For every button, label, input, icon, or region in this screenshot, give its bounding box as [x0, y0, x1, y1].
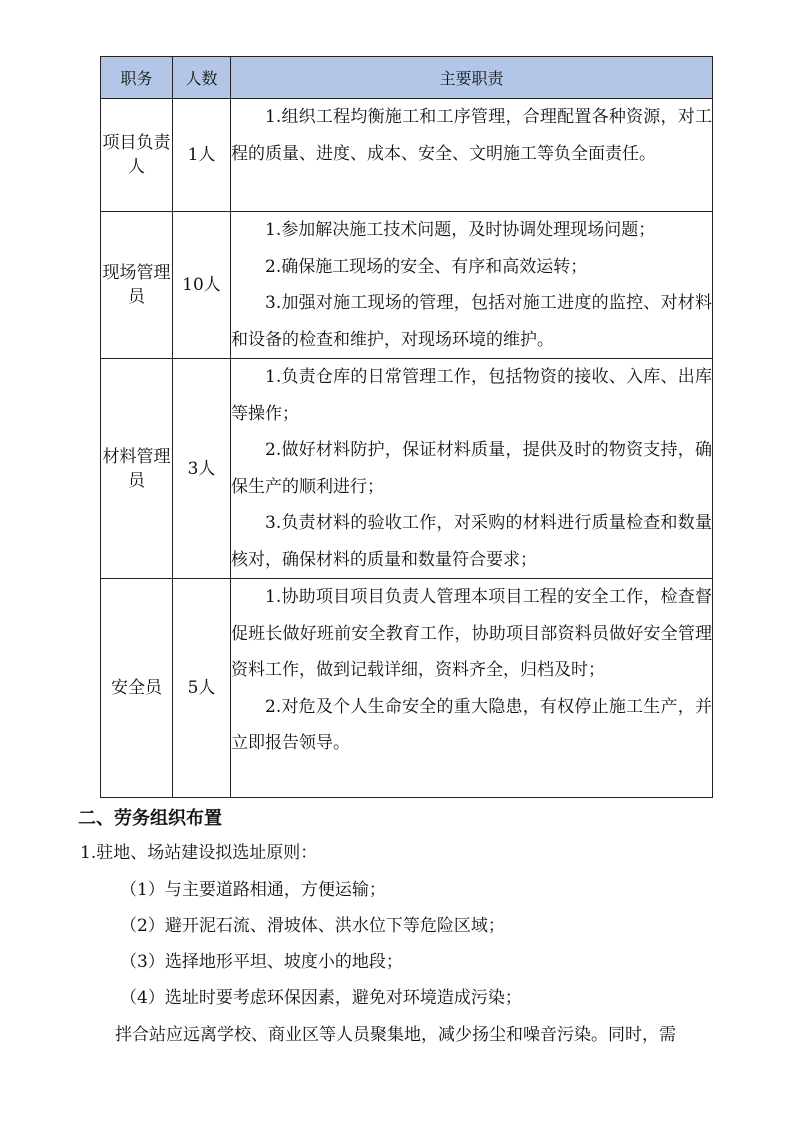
- table-row: [101, 212, 713, 359]
- table-header-row: [101, 57, 713, 99]
- duty-item: 3.负责材料的验收工作，对采购的材料进行质量检查和数量核对，确保材料的质量和数量符合要求；: [231, 513, 712, 570]
- role-cell: 项目负责人: [101, 99, 173, 212]
- list-item: （4）选址时要考虑环保因素，避免对环境造成污染；: [120, 988, 522, 1008]
- header-role: 职务: [101, 57, 173, 99]
- count-cell: 5人: [173, 579, 231, 798]
- table-row: [101, 99, 713, 212]
- list-item: （2）避开泥石流、滑坡体、洪水位下等危险区域；: [120, 916, 505, 936]
- section-subtitle: 1.驻地、场站建设拟选址原则：: [80, 843, 318, 863]
- duty-item: 3.加强对施工现场的管理，包括对施工进度的监控、对材料和设备的检查和维护，对现场环境的维护。: [231, 293, 712, 350]
- duty-item: 1.负责仓库的日常管理工作，包括物资的接收、入库、出库等操作；: [231, 367, 712, 424]
- list-item: （1）与主要道路相通，方便运输；: [120, 880, 386, 900]
- duties-cell: [231, 99, 713, 212]
- duties-cell: [231, 212, 713, 359]
- duty-item: 2.对危及个人生命安全的重大隐患，有权停止施工生产，并立即报告领导。: [231, 696, 712, 753]
- duty-item: 2.确保施工现场的安全、有序和高效运转；: [265, 256, 588, 277]
- duties-cell: [231, 579, 713, 798]
- role-cell: 安全员: [101, 579, 173, 798]
- duty-item: 1.组织工程均衡施工和工序管理，合理配置各种资源，对工程的质量、进度、成本、安全、文明施工等负全面责任。: [231, 107, 712, 164]
- table-row: [101, 579, 713, 798]
- header-duties: 主要职责: [231, 57, 713, 99]
- table-row: [101, 359, 713, 579]
- role-cell: 现场管理员: [101, 212, 173, 359]
- duties-cell: [231, 359, 713, 579]
- role-cell: 材料管理员: [101, 359, 173, 579]
- count-cell: 3人: [173, 359, 231, 579]
- duty-item: 1.协助项目项目负责人管理本项目工程的安全工作，检查督促班长做好班前安全教育工作，协助项目部资料员做好安全管理资料工作，做到记载详细，资料齐全，归档及时；: [231, 587, 712, 680]
- duty-item: 1.参加解决施工技术问题，及时协调处理现场问题；: [265, 220, 656, 240]
- staff-duty-table: [100, 56, 713, 798]
- count-cell: 10人: [173, 212, 231, 359]
- duty-item: 2.做好材料防护，保证材料质量，提供及时的物资支持，确保生产的顺利进行；: [231, 440, 712, 497]
- count-cell: 1人: [173, 99, 231, 212]
- header-count: 人数: [173, 57, 231, 99]
- section-heading: 二、劳务组织布置: [78, 808, 222, 829]
- list-item: （3）选择地形平坦、坡度小的地段；: [120, 952, 403, 972]
- body-paragraph: 拌合站应远离学校、商业区等人员聚集地，减少扬尘和噪音污染。同时，需: [115, 1025, 676, 1045]
